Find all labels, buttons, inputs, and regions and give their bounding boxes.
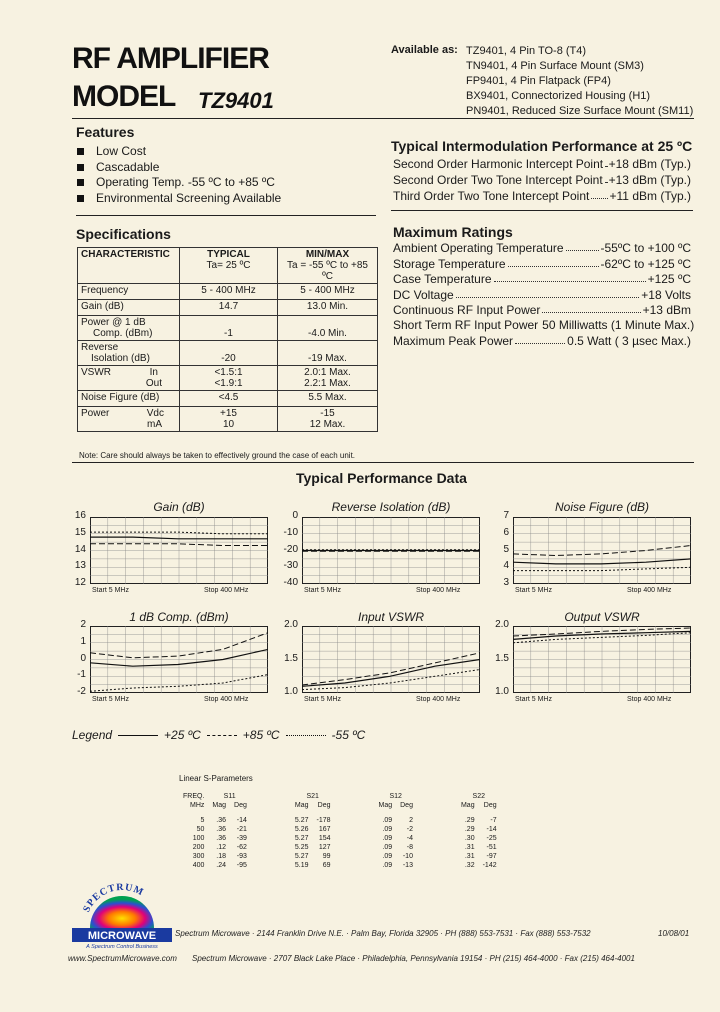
table-row: [179, 816, 501, 825]
table-row: Noise Figure (dB) <4.5 5.5 Max.: [78, 391, 378, 407]
y-tick-label: 2: [80, 619, 86, 630]
intermod-row: Second Order Two Tone Intercept Point +13 dBm (Typ.): [393, 173, 691, 187]
table-cell: 200: [192, 844, 205, 851]
available-item: FP9401, 4 Pin Flatpack (FP4): [466, 75, 611, 87]
svg-text:SPECTRUM: SPECTRUM: [81, 881, 146, 915]
available-label: Available as:: [391, 44, 458, 56]
table-cell: .31: [464, 853, 475, 860]
table-cell: 100: [192, 835, 205, 842]
specs-heading: Specifications: [76, 226, 171, 242]
y-tick-label: -20: [283, 543, 298, 555]
table-cell: -21: [236, 826, 247, 833]
max-ratings-heading: Maximum Ratings: [393, 224, 513, 240]
y-tick-label: 1.5: [495, 652, 509, 664]
y-tick-label: -40: [283, 577, 298, 588]
feature-item: Cascadable: [76, 160, 281, 176]
x-stop-label: Stop 400 MHz: [416, 696, 461, 703]
features-heading: Features: [76, 124, 135, 140]
table-cell: 167: [318, 826, 331, 833]
table-cell: 5.27: [294, 835, 309, 842]
y-tick-label: 16: [74, 510, 86, 521]
y-tick-label: 12: [74, 577, 86, 588]
table-cell: .29: [464, 817, 475, 824]
table-cell: -62: [236, 844, 247, 851]
y-tick-label: -2: [77, 686, 86, 697]
y-tick-label: -1: [77, 669, 86, 681]
chart-title: Input VSWR: [357, 610, 425, 624]
table-row: Frequency 5 - 400 MHz 5 - 400 MHz: [78, 284, 378, 300]
table-row: Gain (dB) 14.7 13.0 Min.: [78, 300, 378, 316]
footer-website: www.SpectrumMicrowave.com: [68, 954, 177, 963]
intermod-row: Second Order Harmonic Intercept Point +18 dBm (Typ.): [393, 157, 691, 171]
table-row: [179, 852, 501, 861]
table-cell: .32: [464, 862, 475, 869]
table-cell: .09: [382, 844, 393, 851]
header-divider: [72, 118, 694, 119]
rating-row: DC Voltage +18 Volts: [393, 288, 691, 302]
sparams-table: [179, 792, 501, 870]
x-start-label: Start 5 MHz: [304, 696, 341, 703]
y-tick-label: 2.0: [284, 619, 298, 630]
feature-item: Operating Temp. -55 ºC to +85 ºC: [76, 175, 281, 191]
table-cell: -10: [402, 853, 413, 860]
y-tick-label: 4: [503, 560, 509, 572]
footer-date: 10/08/01: [658, 929, 690, 938]
sparams-title: Linear S-Parameters: [179, 774, 253, 783]
chart-legend: [72, 728, 365, 742]
intermod-heading: Typical Intermodulation Performance at 25 ºC: [391, 138, 693, 154]
svg-text:MICROWAVE: MICROWAVE: [87, 930, 157, 942]
y-tick-label: 5: [503, 543, 509, 555]
features-list: [76, 144, 281, 206]
rating-row: Ambient Operating Temperature -55ºC to +100 ºC: [393, 241, 691, 255]
table-cell: -2: [406, 826, 413, 833]
table-cell: .31: [464, 844, 475, 851]
col-header-minmax: MIN/MAX Ta = -55 ºC to +85 ºC: [278, 248, 378, 284]
table-cell: 5.27: [294, 853, 309, 860]
x-start-label: Start 5 MHz: [92, 696, 129, 703]
y-tick-label: 14: [74, 543, 86, 555]
footer-address-1: Spectrum Microwave · 2144 Franklin Drive N.E. · Palm Bay, Florida 32905 · PH (888) 553-7531 · Fax (888) 553-7532: [175, 929, 591, 938]
available-list: [466, 44, 693, 119]
rating-row: Maximum Peak Power 0.5 Watt ( 3 µsec Max.): [393, 334, 691, 348]
table-cell: -178: [316, 817, 331, 824]
table-cell: -39: [236, 835, 247, 842]
table-cell: .24: [216, 862, 227, 869]
table-row: [179, 834, 501, 843]
x-start-label: Start 5 MHz: [515, 696, 552, 703]
y-tick-label: 6: [503, 526, 509, 538]
table-cell: -142: [482, 862, 497, 869]
x-start-label: Start 5 MHz: [515, 587, 552, 594]
legend-label: Legend: [72, 728, 113, 742]
table-row: Reverse Isolation (dB) -20 -19 Max.: [78, 341, 378, 366]
table-row: Power Vdc mA +15 10 -15 12 Max.: [78, 407, 378, 432]
legend-line-dashed: [207, 735, 237, 736]
table-cell: .12: [216, 844, 227, 851]
table-cell: 5: [200, 817, 205, 824]
chart-title: Noise Figure (dB): [554, 500, 650, 514]
table-cell: .09: [382, 835, 393, 842]
table-cell: -8: [406, 844, 413, 851]
y-tick-label: 1.5: [284, 652, 298, 664]
available-item: PN9401, Reduced Size Surface Mount (SM11): [466, 105, 694, 117]
col-header-typical: TYPICAL Ta= 25 ºC: [180, 248, 278, 284]
table-row: Power @ 1 dB Comp. (dBm) -1 -4.0 Min.: [78, 316, 378, 341]
legend-item-85c: +85 ºC: [242, 728, 280, 742]
chart-title: Reverse Isolation (dB): [331, 500, 451, 514]
feature-item: Environmental Screening Available: [76, 191, 281, 207]
table-cell: -93: [236, 853, 247, 860]
legend-item-25c: +25 ºC: [164, 728, 201, 742]
feature-item: Low Cost: [76, 144, 281, 160]
table-cell: -97: [486, 853, 497, 860]
y-tick-label: 0: [292, 510, 298, 521]
model-number: TZ9401: [198, 88, 274, 113]
table-cell: 5.26: [294, 826, 309, 833]
footer-address-2: Spectrum Microwave · 2707 Black Lake Place · Philadelphia, Pennsylvania 19154 · PH (215) 464-4000 · Fax (215) 464-4001: [192, 954, 635, 963]
perf-heading: Typical Performance Data: [296, 470, 467, 486]
x-start-label: Start 5 MHz: [304, 587, 341, 594]
svg-text:A Spectrum Control Business: A Spectrum Control Business: [86, 944, 158, 950]
table-cell: 50: [196, 826, 205, 833]
rating-row: Storage Temperature -62ºC to +125 ºC: [393, 257, 691, 271]
spectrum-microwave-logo: [72, 880, 172, 950]
y-tick-label: 7: [503, 510, 509, 521]
table-cell: -14: [486, 826, 497, 833]
chart-plot-area: [90, 517, 268, 584]
x-stop-label: Stop 400 MHz: [627, 587, 672, 594]
table-cell: 127: [318, 844, 331, 851]
chart-title: 1 dB Comp. (dBm): [129, 610, 229, 624]
x-start-label: Start 5 MHz: [92, 587, 129, 594]
x-stop-label: Stop 400 MHz: [204, 587, 249, 594]
table-row: VSWR In Out <1.5:1 <1.9:1 2.0:1 Max. 2.2:1 Max.: [78, 366, 378, 391]
legend-item-minus55c: -55 ºC: [331, 728, 366, 742]
chart-plot-area: [513, 517, 691, 584]
y-tick-label: -10: [283, 526, 298, 538]
perf-divider: [72, 462, 694, 463]
legend-line-dotted: [286, 735, 326, 736]
specs-table: [77, 247, 378, 432]
y-tick-label: 1.0: [495, 686, 509, 697]
rating-row: Short Term RF Input Power 50 Milliwatts (1 Minute Max.): [393, 318, 695, 332]
table-cell: .30: [464, 835, 475, 842]
table-cell: 5.27: [294, 817, 309, 824]
table-cell: -13: [402, 862, 413, 869]
specs-note: Note: Care should always be taken to effectively ground the case of each unit.: [79, 451, 356, 460]
table-cell: .29: [464, 826, 475, 833]
table-cell: .36: [216, 835, 227, 842]
table-row: [179, 825, 501, 834]
table-row: FREQ. S11 S21 S12 S22: [183, 793, 486, 800]
table-cell: .09: [382, 862, 393, 869]
features-divider: [76, 215, 376, 216]
chart-plot-area: [302, 626, 480, 693]
table-cell: .36: [216, 817, 227, 824]
table-cell: -7: [490, 817, 497, 824]
table-cell: 5.25: [294, 844, 309, 851]
table-cell: 2: [409, 817, 413, 824]
table-row: [179, 861, 501, 870]
table-cell: 99: [322, 853, 331, 860]
y-tick-label: 1.0: [284, 686, 298, 697]
legend-line-solid: [118, 735, 158, 736]
table-cell: -14: [236, 817, 247, 824]
chart-plot-area: [90, 626, 268, 693]
intermod-row: Third Order Two Tone Intercept Point +11 dBm (Typ.): [393, 189, 691, 203]
table-row: [179, 843, 501, 852]
table-cell: 5.19: [294, 862, 309, 869]
intermod-divider: [391, 210, 693, 211]
y-tick-label: 3: [503, 577, 509, 588]
table-cell: .18: [216, 853, 227, 860]
table-cell: -4: [406, 835, 413, 842]
chart-title: Gain (dB): [153, 500, 205, 514]
table-row: [78, 248, 378, 284]
table-cell: 154: [318, 835, 331, 842]
x-stop-label: Stop 400 MHz: [416, 587, 461, 594]
col-header-characteristic: CHARACTERISTIC: [78, 248, 180, 284]
title-line1: RF AMPLIFIER: [72, 42, 269, 75]
chart-plot-area: [302, 517, 480, 584]
available-item: TZ9401, 4 Pin TO-8 (T4): [466, 45, 587, 57]
available-item: TN9401, 4 Pin Surface Mount (SM3): [466, 60, 644, 72]
table-cell: 69: [322, 862, 331, 869]
x-stop-label: Stop 400 MHz: [627, 696, 672, 703]
table-cell: -95: [236, 862, 247, 869]
y-tick-label: 1: [80, 635, 86, 647]
rating-row: Case Temperature +125 ºC: [393, 272, 691, 286]
y-tick-label: -30: [283, 560, 298, 572]
table-cell: .36: [216, 826, 227, 833]
y-tick-label: 13: [74, 560, 86, 572]
chart-plot-area: [513, 626, 691, 693]
title-line2: MODEL: [72, 80, 176, 113]
table-cell: 400: [192, 862, 205, 869]
rating-row: Continuous RF Input Power +13 dBm: [393, 303, 691, 317]
x-stop-label: Stop 400 MHz: [204, 696, 249, 703]
y-tick-label: 15: [74, 526, 86, 538]
table-cell: -51: [486, 844, 497, 851]
table-row: MHz Mag Deg Mag Deg Mag Deg Mag Deg: [190, 802, 497, 809]
y-tick-label: 0: [80, 652, 86, 664]
y-tick-label: 2.0: [495, 619, 509, 630]
table-cell: -25: [486, 835, 497, 842]
table-cell: .09: [382, 826, 393, 833]
chart-title: Output VSWR: [564, 610, 640, 624]
table-cell: .09: [382, 853, 393, 860]
table-cell: 300: [192, 853, 205, 860]
table-cell: .09: [382, 817, 393, 824]
available-item: BX9401, Connectorized Housing (H1): [466, 90, 651, 102]
